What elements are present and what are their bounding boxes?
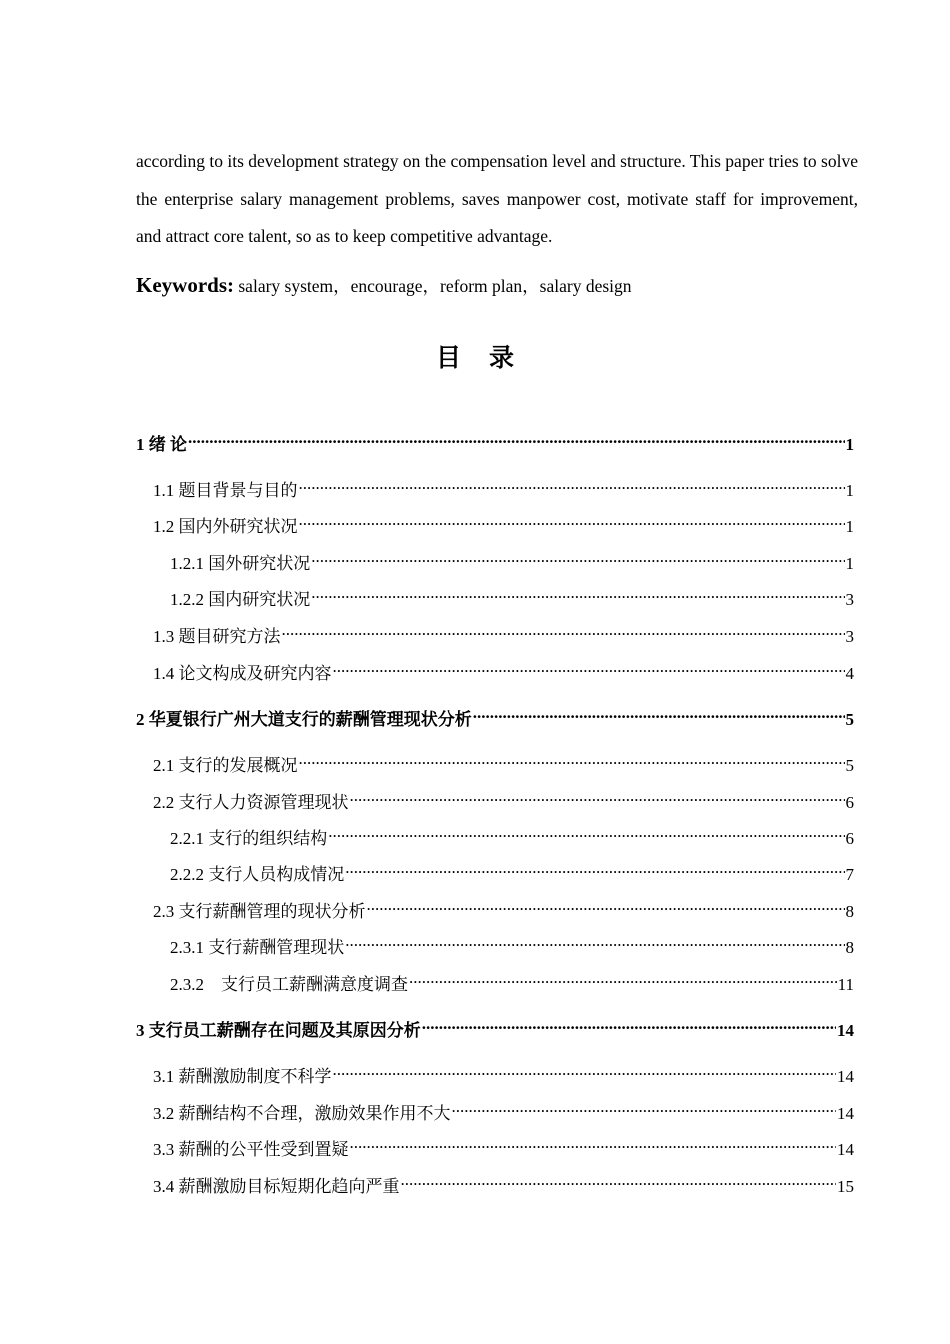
- toc-entry-label: 1.2.2 国内研究状况: [170, 590, 311, 609]
- toc-leader-dots: [311, 545, 844, 569]
- toc-entry-2-3[interactable]: [153, 893, 854, 921]
- toc-entry-label: 2.3 支行薪酬管理的现状分析: [153, 902, 366, 921]
- toc-entry-page: 3: [845, 627, 854, 646]
- toc-leader-dots: [345, 929, 844, 953]
- toc-entry-label: 1.2 国内外研究状况: [153, 517, 298, 536]
- toc-entry-chapter-1[interactable]: [136, 426, 854, 454]
- toc-entry-label: 3.3 薪酬的公平性受到置疑: [153, 1140, 349, 1159]
- toc-entry-page: 4: [845, 664, 854, 683]
- toc-entry-label: 1 绪 论: [136, 435, 187, 454]
- toc-entry-page: 11: [837, 975, 854, 994]
- toc-entry-label: 1.2.1 国外研究状况: [170, 554, 311, 573]
- toc-entry-1-2-2[interactable]: [170, 581, 854, 609]
- toc-entry-page: 1: [845, 481, 854, 500]
- toc-leader-dots: [409, 966, 837, 990]
- toc-entry-label: 3.2 薪酬结构不合理，激励效果作用不大: [153, 1104, 451, 1123]
- toc-entry-page: 14: [837, 1104, 854, 1123]
- toc-entry-label: 2.2.2 支行人员构成情况: [170, 865, 345, 884]
- toc-entry-label: 2.3.1 支行薪酬管理现状: [170, 938, 345, 957]
- toc-entry-label: 1.3 题目研究方法: [153, 627, 281, 646]
- toc-entry-chapter-2[interactable]: [136, 701, 854, 729]
- toc-leader-dots: [350, 784, 845, 808]
- toc-leader-dots: [299, 472, 845, 496]
- toc-leader-dots: [473, 701, 845, 725]
- toc-entry-label: 3.4 薪酬激励目标短期化趋向严重: [153, 1177, 400, 1196]
- toc-entry-page: 14: [837, 1021, 854, 1040]
- toc-leader-dots: [401, 1168, 837, 1192]
- toc-entry-page: 1: [845, 435, 854, 454]
- toc-entry-page: 8: [845, 902, 854, 921]
- toc-title: 目录: [435, 343, 542, 372]
- toc-leader-dots: [333, 655, 845, 679]
- toc-entry-1-2-1[interactable]: [170, 545, 854, 573]
- toc-leader-dots: [367, 893, 845, 917]
- toc-entry-page: 5: [845, 710, 854, 729]
- toc-entry-page: 1: [845, 554, 854, 573]
- toc-entry-chapter-3[interactable]: [136, 1012, 854, 1040]
- toc-entry-page: 8: [845, 938, 854, 957]
- toc-entry-page: 15: [837, 1177, 854, 1196]
- toc-entry-3-2[interactable]: [153, 1095, 854, 1123]
- toc-leader-dots: [311, 581, 844, 605]
- toc-entry-2-2[interactable]: [153, 784, 854, 812]
- toc-entry-3-3[interactable]: [153, 1131, 854, 1159]
- toc-entry-page: 14: [837, 1067, 854, 1086]
- toc-entry-label: 2.1 支行的发展概况: [153, 756, 298, 775]
- toc-entry-2-3-1[interactable]: [170, 929, 854, 957]
- toc-entry-2-1[interactable]: [153, 747, 854, 775]
- toc-entry-page: 14: [837, 1140, 854, 1159]
- abstract-paragraph: according to its development strategy on the compensation level and structure. This paper tries to solve the enterprise salary management problems, saves manpower cost, motivate staff for improvement, and attract core talent, so as to keep competitive advantage.: [136, 151, 858, 246]
- toc-entry-label: 1.4 论文构成及研究内容: [153, 664, 332, 683]
- toc-entry-page: 6: [845, 793, 854, 812]
- toc-leader-dots: [299, 747, 845, 771]
- keywords-label: Keywords:: [136, 273, 234, 297]
- toc-leader-dots: [422, 1012, 836, 1036]
- toc-entry-label: 2.2.1 支行的组织结构: [170, 829, 328, 848]
- toc-entry-label: 2.3.2 支行员工薪酬满意度调查: [170, 975, 408, 994]
- toc-entry-2-3-2[interactable]: [170, 966, 854, 994]
- toc-entry-3-4[interactable]: [153, 1168, 854, 1196]
- keywords-text: salary system，encourage，reform plan，salary design: [234, 276, 632, 296]
- toc-leader-dots: [452, 1095, 837, 1119]
- toc-entry-page: 5: [845, 756, 854, 775]
- toc-entry-3-1[interactable]: [153, 1058, 854, 1086]
- toc-leader-dots: [299, 508, 845, 532]
- toc-entry-page: 3: [845, 590, 854, 609]
- toc-entry-2-2-2[interactable]: [170, 856, 854, 884]
- toc-entry-1-4[interactable]: [153, 655, 854, 683]
- toc-entry-page: 6: [845, 829, 854, 848]
- toc-leader-dots: [333, 1058, 837, 1082]
- toc-entry-label: 2 华夏银行广州大道支行的薪酬管理现状分析: [136, 710, 472, 729]
- toc-entry-1-2[interactable]: [153, 508, 854, 536]
- toc-entry-label: 2.2 支行人力资源管理现状: [153, 793, 349, 812]
- toc-entry-label: 3.1 薪酬激励制度不科学: [153, 1067, 332, 1086]
- toc-entry-label: 3 支行员工薪酬存在问题及其原因分析: [136, 1021, 421, 1040]
- toc-entry-2-2-1[interactable]: [170, 820, 854, 848]
- toc-leader-dots: [350, 1131, 837, 1155]
- toc-leader-dots: [282, 618, 845, 642]
- toc-entry-page: 7: [845, 865, 854, 884]
- toc-entry-label: 1.1 题目背景与目的: [153, 481, 298, 500]
- toc-leader-dots: [188, 426, 845, 450]
- toc-leader-dots: [328, 820, 844, 844]
- toc-entry-1-3[interactable]: [153, 618, 854, 646]
- toc-leader-dots: [345, 856, 844, 880]
- toc-entry-1-1[interactable]: [153, 472, 854, 500]
- toc-entry-page: 1: [845, 517, 854, 536]
